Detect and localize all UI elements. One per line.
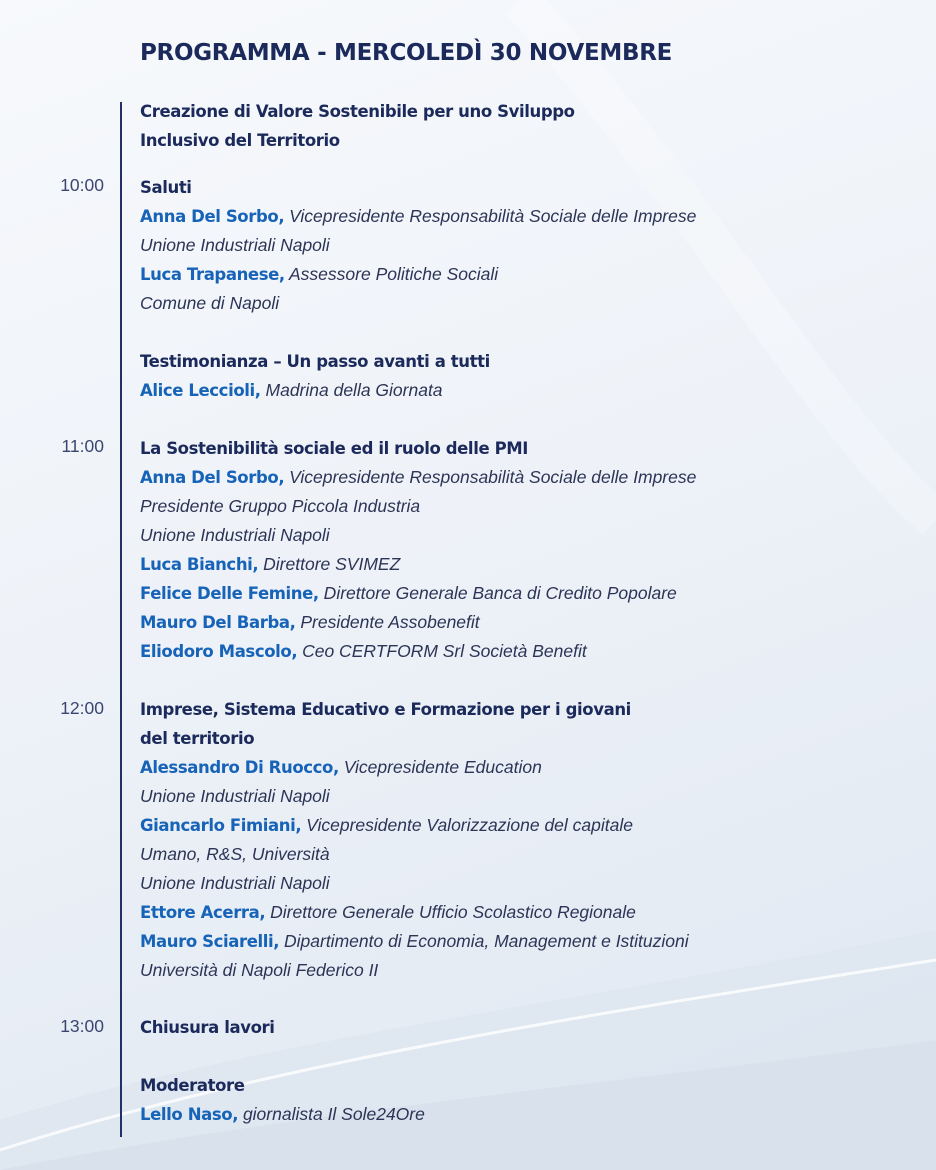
speaker-name: Luca Trapanese, (140, 265, 285, 284)
speaker-name: Alessandro Di Ruocco, (140, 758, 339, 777)
speaker-affiliation: Unione Industriali Napoli (140, 235, 330, 255)
speaker-affiliation: Unione Industriali Napoli (140, 873, 330, 893)
speaker-name: Anna Del Sorbo, (140, 468, 285, 487)
speaker-line (140, 898, 920, 927)
page-title: PROGRAMMA - MERCOLEDÌ 30 NOVEMBRE (140, 40, 673, 66)
speaker-name: Mauro Del Barba, (140, 613, 296, 632)
chiusura-section (140, 1013, 920, 1042)
speaker-line (140, 579, 920, 608)
sostenibilita-section (140, 434, 920, 666)
speaker-name: Luca Bianchi, (140, 555, 259, 574)
moderatore-section (140, 1071, 920, 1129)
section-heading: Creazione di Valore Sostenibile per uno Sviluppo (140, 102, 575, 121)
speaker-name: Ettore Acerra, (140, 903, 266, 922)
speaker-line (140, 608, 920, 637)
testimonianza-section (140, 347, 920, 405)
time-label: 12:00 (60, 698, 104, 718)
speaker-role: Vicepresidente Responsabilità Sociale delle Imprese (284, 467, 697, 487)
speaker-role: Direttore Generale Banca di Credito Popolare (318, 583, 677, 603)
speaker-line (140, 260, 920, 289)
speaker-name: Alice Leccioli, (140, 381, 261, 400)
section-heading: Testimonianza – Un passo avanti a tutti (140, 352, 490, 371)
section-heading: del territorio (140, 729, 255, 748)
speaker-line (140, 550, 920, 579)
speaker-role: Direttore Generale Ufficio Scolastico Regionale (265, 902, 636, 922)
speaker-affiliation: Università di Napoli Federico II (140, 960, 379, 980)
time-label: 11:00 (61, 436, 104, 456)
speaker-role: Vicepresidente Education (338, 757, 542, 777)
speaker-line (140, 376, 920, 405)
intro-section (140, 97, 920, 155)
speaker-role: Dipartimento di Economia, Management e Istituzioni (279, 931, 689, 951)
speaker-role: Vicepresidente Valorizzazione del capitale (301, 815, 633, 835)
speaker-name: Lello Naso, (140, 1105, 239, 1124)
speaker-role: Ceo CERTFORM Srl Società Benefit (297, 641, 587, 661)
speaker-line (140, 1100, 920, 1129)
speaker-line (140, 811, 920, 840)
speaker-line (140, 463, 920, 492)
speaker-role: giornalista Il Sole24Ore (238, 1104, 425, 1124)
section-heading: La Sostenibilità sociale ed il ruolo delle PMI (140, 439, 529, 458)
time-label: 10:00 (60, 175, 104, 195)
saluti-section (140, 173, 920, 318)
speaker-role: Vicepresidente Responsabilità Sociale delle Imprese (284, 206, 697, 226)
section-heading: Saluti (140, 178, 192, 197)
speaker-line (140, 637, 920, 666)
speaker-role: Assessore Politiche Sociali (284, 264, 499, 284)
speaker-role: Madrina della Giornata (260, 380, 443, 400)
speaker-name: Mauro Sciarelli, (140, 932, 280, 951)
speaker-affiliation: Unione Industriali Napoli (140, 786, 330, 806)
speaker-name: Anna Del Sorbo, (140, 207, 285, 226)
section-heading: Inclusivo del Territorio (140, 131, 340, 150)
section-heading: Moderatore (140, 1076, 245, 1095)
time-label: 13:00 (60, 1016, 104, 1036)
speaker-affiliation: Umano, R&S, Università (140, 844, 330, 864)
speaker-affiliation: Unione Industriali Napoli (140, 525, 330, 545)
speaker-line (140, 753, 920, 782)
speaker-name: Eliodoro Mascolo, (140, 642, 298, 661)
speaker-name: Felice Delle Femine, (140, 584, 319, 603)
imprese-section (140, 695, 920, 985)
speaker-role: Direttore SVIMEZ (258, 554, 401, 574)
speaker-name: Giancarlo Fimiani, (140, 816, 302, 835)
speaker-line (140, 202, 920, 231)
section-heading: Imprese, Sistema Educativo e Formazione per i giovani (140, 700, 631, 719)
section-heading: Chiusura lavori (140, 1018, 275, 1037)
speaker-affiliation: Presidente Gruppo Piccola Industria (140, 496, 421, 516)
speaker-line (140, 927, 920, 956)
speaker-role: Presidente Assobenefit (295, 612, 480, 632)
timeline-line (120, 102, 122, 1137)
speaker-affiliation: Comune di Napoli (140, 293, 280, 313)
